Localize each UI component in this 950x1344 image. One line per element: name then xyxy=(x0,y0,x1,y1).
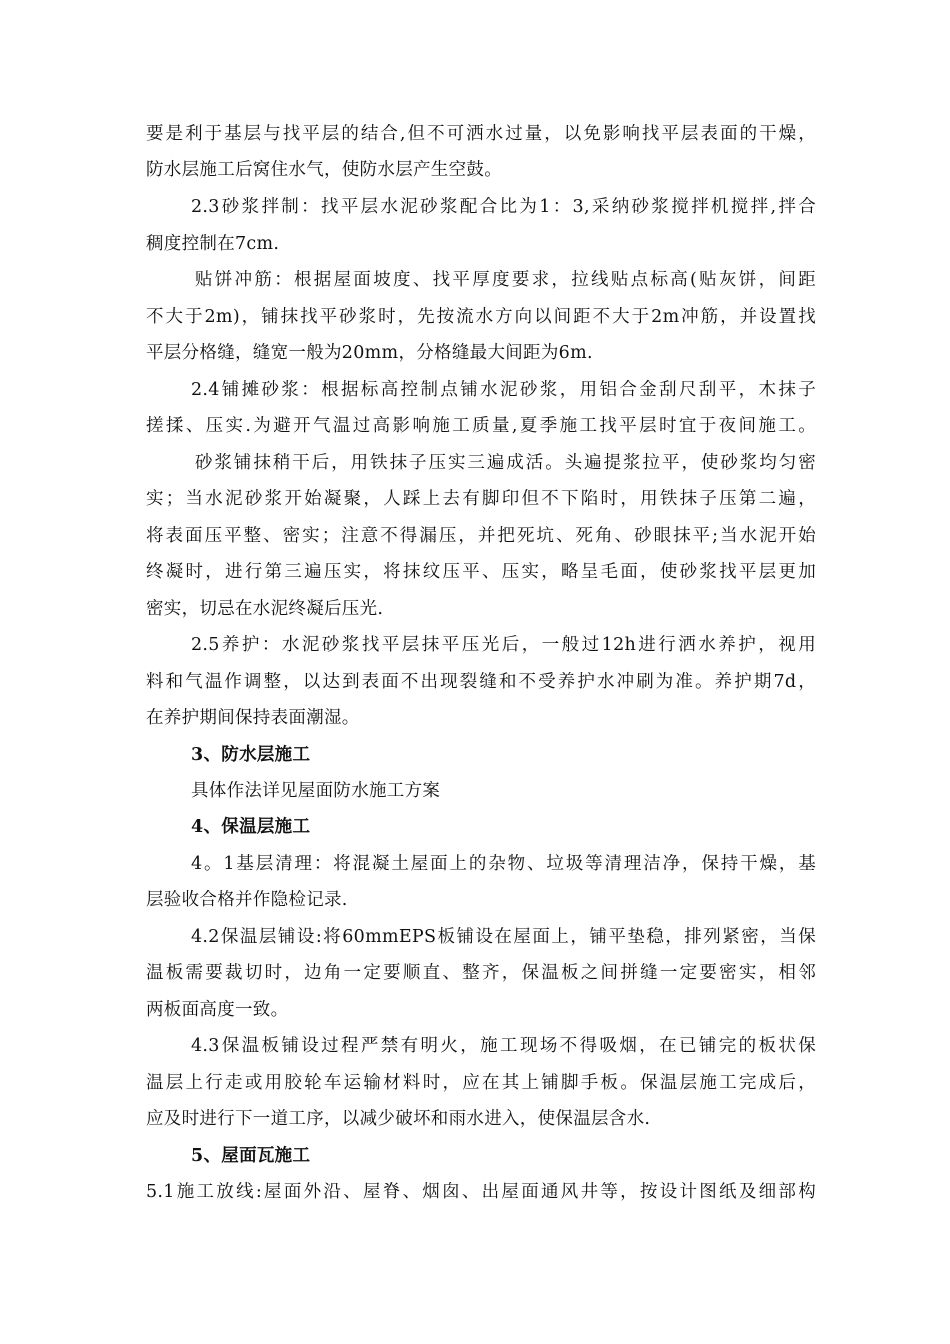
text-line: 温层上行走或用胶轮车运输材料时，应在其上铺脚手板。保温层施工完成后， xyxy=(146,1073,816,1093)
text-line: 密实，切忌在水泥终凝后压光. xyxy=(146,599,384,619)
text-line: 实；当水泥砂浆开始凝聚，人踩上去有脚印但不下陷时，用铁抹子压第二遍， xyxy=(146,489,816,509)
text-line: 不大于2m)，铺抹找平砂浆时，先按流水方向以间距不大于2m冲筋，并设置找 xyxy=(146,307,816,327)
text-line: 料和气温作调整，以达到表面不出现裂缝和不受养护水冲刷为准。养护期7d， xyxy=(146,672,816,692)
text-line: 应及时进行下一道工序，以减少破坏和雨水进入，使保温层含水. xyxy=(146,1109,651,1129)
text-line: 2.5养护：水泥砂浆找平层抹平压光后，一般过12h进行洒水养护，视用 xyxy=(191,635,816,655)
section-heading: 3、防水层施工 xyxy=(191,745,311,765)
text-line: 具体作法详见屋面防水施工方案 xyxy=(191,781,441,801)
text-line: 温板需要裁切时，边角一定要顺直、整齐，保温板之间拼缝一定要密实，相邻 xyxy=(146,963,816,983)
text-line: 将表面压平整、密实；注意不得漏压，并把死坑、死角、砂眼抹平;当水泥开始 xyxy=(146,526,816,546)
text-line: 贴饼冲筋：根据屋面坡度、找平厚度要求，拉线贴点标高(贴灰饼，间距 xyxy=(195,270,816,290)
text-line: 2.3砂浆拌制：找平层水泥砂浆配合比为1：3,采纳砂浆搅拌机搅拌,拌合 xyxy=(191,197,816,217)
text-line: 搓揉、压实.为避开气温过高影响施工质量,夏季施工找平层时宜于夜间施工。 xyxy=(146,416,816,436)
text-line: 稠度控制在7cm. xyxy=(146,234,280,254)
text-line: 4.2保温层铺设:将60mmEPS板铺设在屋面上，铺平垫稳，排列紧密，当保 xyxy=(191,927,816,947)
text-line: 4.3保温板铺设过程严禁有明火，施工现场不得吸烟，在已铺完的板状保 xyxy=(191,1036,816,1056)
text-line: 两板面高度一致。 xyxy=(146,1000,289,1020)
text-line: 防水层施工后窝住水气，使防水层产生空鼓。 xyxy=(146,160,502,180)
text-line: 2.4铺摊砂浆：根据标高控制点铺水泥砂浆，用铝合金刮尺刮平，木抹子 xyxy=(191,380,816,400)
text-line: 在养护期间保持表面潮湿。 xyxy=(146,708,360,728)
text-line: 砂浆铺抹稍干后，用铁抹子压实三遍成活。头遍提浆拉平，使砂浆均匀密 xyxy=(195,453,816,473)
text-line: 层验收合格并作隐检记录. xyxy=(146,890,348,910)
section-heading: 4、保温层施工 xyxy=(191,817,311,837)
text-line: 5.1施工放线:屋面外沿、屋脊、烟囱、出屋面通风井等，按设计图纸及细部构 xyxy=(146,1182,816,1202)
text-line: 终凝时，进行第三遍压实，将抹纹压平、压实，略呈毛面，使砂浆找平层更加 xyxy=(146,562,816,582)
section-heading: 5、屋面瓦施工 xyxy=(191,1146,311,1166)
text-line: 平层分格缝，缝宽一般为20mm，分格缝最大间距为6m. xyxy=(146,343,593,363)
text-line: 要是利于基层与找平层的结合,但不可洒水过量，以免影响找平层表面的干燥， xyxy=(146,124,816,144)
text-line: 4。1基层清理：将混凝土屋面上的杂物、垃圾等清理洁净，保持干燥，基 xyxy=(191,854,816,874)
